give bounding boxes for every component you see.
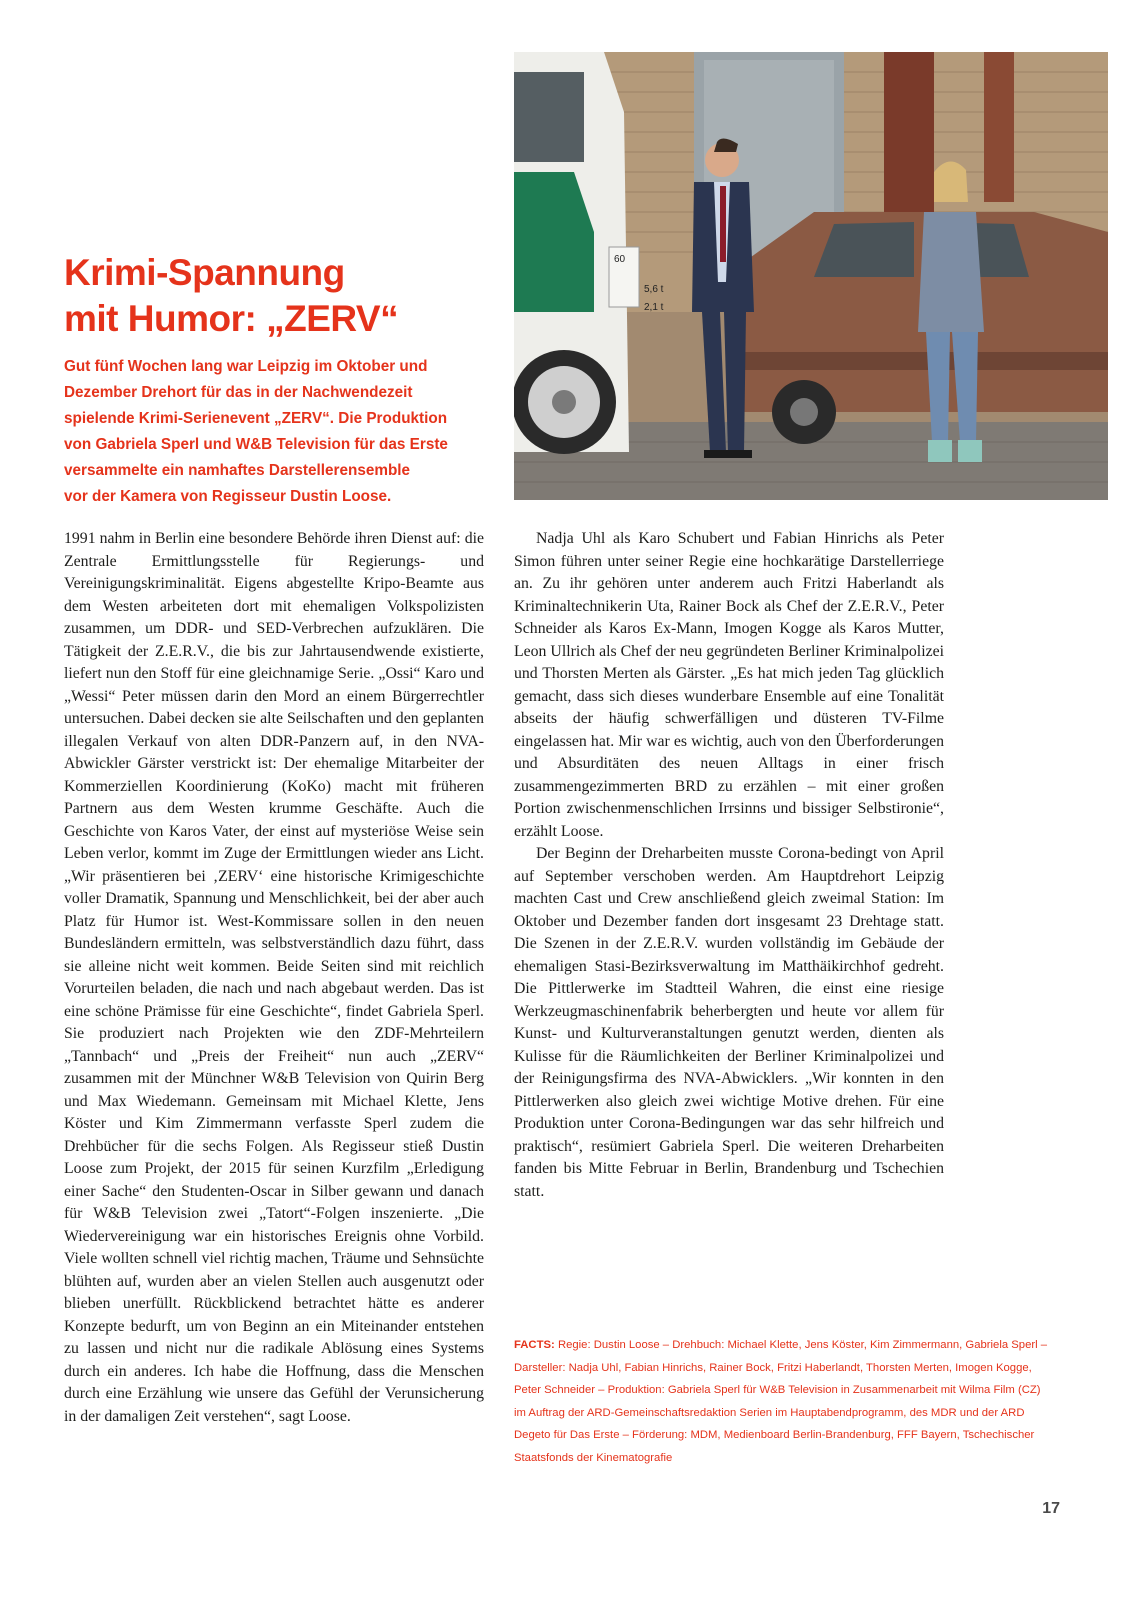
lead-line: versammelte ein namhaftes Darstellerensemble (64, 462, 411, 479)
headline-line: Krimi-Spannung (64, 252, 345, 293)
lead-paragraph (64, 354, 484, 510)
lead-line: Gut fünf Wochen lang war Leipzig im Oktober und (64, 358, 428, 375)
body-paragraph: Der Beginn der Dreharbeiten musste Corona-bedingt von April auf September verschoben werden. Am Hauptdrehort Leipzig machten Cast und Crew anschließend gleich zweimal Station: Im Oktober und Dezember fanden dort insgesamt 23 Drehtage statt. Die Szenen in der Z.E.R.V. wurden vollständig im Gebäude der ehemaligen Stasi-Bezirksverwaltung im Matthäikirchhof gedreht. Die Pittlerwerke im Stadtteil Wahren, die einst eine riesige Werkzeugmaschinenfabrik beherbergten und heute vor allem für Kunst- und Kulturveranstaltungen genutzt werden, dienten als Kulisse für die Räumlichkeiten der Berliner Kriminalpolizei und der Reinigungsfirma des NVA-Abwicklers. „Wir konnten in den Pittlerwerken also gleich zwei wichtige Motive drehen. Für eine Produktion unter Corona-Bedingungen war das sehr hilfreich und praktisch“, resümiert Gabriela Sperl. Die weiteren Dreharbeiten fanden bis Mitte Februar in Berlin, Brandenburg und Tschechien statt. (514, 845, 944, 1200)
facts-box (514, 1334, 1054, 1470)
body-paragraph: Nadja Uhl als Karo Schubert und Fabian Hinrichs als Peter Simon führen unter seiner Regie eine hochkarätige Darstellerriege an. Zu ihr gehören unter anderem auch Fritzi Haberlandt als Kriminaltechnikerin Uta, Rainer Bock als Chef der Z.E.R.V., Peter Schneider als Karos Ex-Mann, Imogen Kogge als Karos Mutter, Leon Ullrich als Chef der neu gegründeten Berliner Kriminalpolizei und Thorsten Merten als Gärster. „Es hat mich jeden Tag glücklich gemacht, dass sich dieses wunderbare Ensemble auf eine Tonalität abseits der häufig schwerfälligen und düsteren TV-Filme eingelassen hat. Mir war es wichtig, auch von den Überforderungen und Absurditäten des neuen Alltags in einer frisch zusammengezimmerten BRD zu erzählen – mit einer großen Portion zwischenmenschlichen Irrsinns und bissiger Selbstironie“, erzählt Loose. (514, 530, 944, 840)
body-paragraph: 1991 nahm in Berlin eine besondere Behörde ihren Dienst auf: die Zentrale Ermittlungsstelle für Regierungs- und Vereinigungskriminalität. Eigens abgestellte Kripo-Beamte aus dem Westen arbeiteten dort mit ehemaligen Volkspolizisten zusammen, um DDR- und SED-Verbrechen aufzuklären. Die Tätigkeit der Z.E.R.V., die bis zur Jahrtausendwende existierte, liefert nun den Stoff für eine gleichnamige Serie. „Ossi“ Karo und „Wessi“ Peter müssen darin den Mord an einem Bürgerrechtler untersuchen. Dabei decken sie alte Seilschaften und den geplanten illegalen Verkauf von alten DDR-Panzern auf, in den NVA-Abwickler Gärster verstrickt ist: Der ehemalige Mitarbeiter der Kommerziellen Koordinierung (KoKo) macht mit früheren Partnern aus dem Westen krumme Geschäfte. Auch die Geschichte von Karos Vater, der einst auf mysteriöse Weise sein Leben verlor, kommt im Zuge der Ermittlungen wieder ans Licht. „Wir präsentieren bei ‚ZERV‘ eine historische Krimigeschichte voller Dramatik, Spannung und Menschlichkeit, bei der aber auch Platz für Humor ist. West-Kommissare sollen in den neuen Bundesländern ermitteln, was selbstverständlich dazu führt, dass sie alleine nicht weit kommen. Beide Seiten sind mit reichlich Vorurteilen beladen, die nach und nach abgebaut werden. Das ist eine schöne Prämisse für eine Geschichte“, findet Gabriela Sperl. Sie produziert nach Projekten wie den ZDF-Mehrteilern „Tannbach“ und „Preis der Freiheit“ nun auch „ZERV“ zusammen mit der Münchner W&B Television von Quirin Berg und Max Wiedemann. Gemeinsam mit Michael Klette, Jens Köster und Kim Zimmermann verfasste Sperl zudem die Drehbücher für die sechs Folgen. Als Regisseur stieß Dustin Loose zum Projekt, der 2015 für seinen Kurzfilm „Erledigung einer Sache“ den Studenten-Oscar in Silber gewann und danach für W&B Television zwei „Tatort“-Folgen inszenierte. „Die Wiedervereinigung war ein historisches Ereignis ohne Vorbild. Viele wollten schnell viel richtig machen, Träume und Sehnsüchte blühten auf, wurden aber an vielen Stellen auch ausgenutzt oder blieben unerfüllt. Rückblickend betrachtet hätte es anderer Konzepte bedurft, um von Beginn an ein Miteinander entstehen zu lassen und nicht nur die radikale Ablösung eines Systems durch ein anderes. Ich habe die Hoffnung, dass die Menschen durch eine Erzählung wie unsere das Gefühl der Verunsicherung in der damaligen Zeit verstehen“, sagt Loose. (64, 530, 484, 1425)
scene-photo (514, 52, 1108, 500)
page-number: 17 (1042, 1500, 1060, 1517)
truck-weight-label: 2,1 t (644, 302, 664, 313)
article-column-right (514, 528, 944, 1203)
lead-line: von Gabriela Sperl und W&B Television für das Erste (64, 436, 448, 453)
article-column-left (64, 528, 484, 1428)
lead-line: vor der Kamera von Regisseur Dustin Loose. (64, 488, 392, 505)
truck-plate-text: 60 (614, 254, 626, 265)
facts-text: Regie: Dustin Loose – Drehbuch: Michael Klette, Jens Köster, Kim Zimmermann, Gabriela Sperl – Darsteller: Nadja Uhl, Fabian Hinrichs, Rainer Bock, Fritzi Haberlandt, Thorsten Merten, Imogen Kogge, Peter Schneider – Produktion: Gabriela Sperl für W&B Television in Zusammenarbeit mit Wilma Film (CZ) im Auftrag der ARD-Gemeinschaftsredaktion Serien im Hauptabendprogramm, des MDR und der ARD Degeto für Das Erste – Förderung: MDM, Medienboard Berlin-Brandenburg, FFF Bayern, Tschechischer Staatsfonds der Kinematografie (514, 1339, 1048, 1464)
truck-weight-label: 5,6 t (644, 284, 664, 295)
headline (64, 250, 484, 342)
headline-line: mit Humor: „ZERV“ (64, 298, 399, 339)
scene-illustration (514, 52, 1108, 500)
lead-line: Dezember Drehort für das in der Nachwendezeit (64, 384, 413, 401)
lead-line: spielende Krimi-Serienevent „ZERV“. Die Produktion (64, 410, 448, 427)
facts-label: FACTS: (514, 1339, 555, 1351)
